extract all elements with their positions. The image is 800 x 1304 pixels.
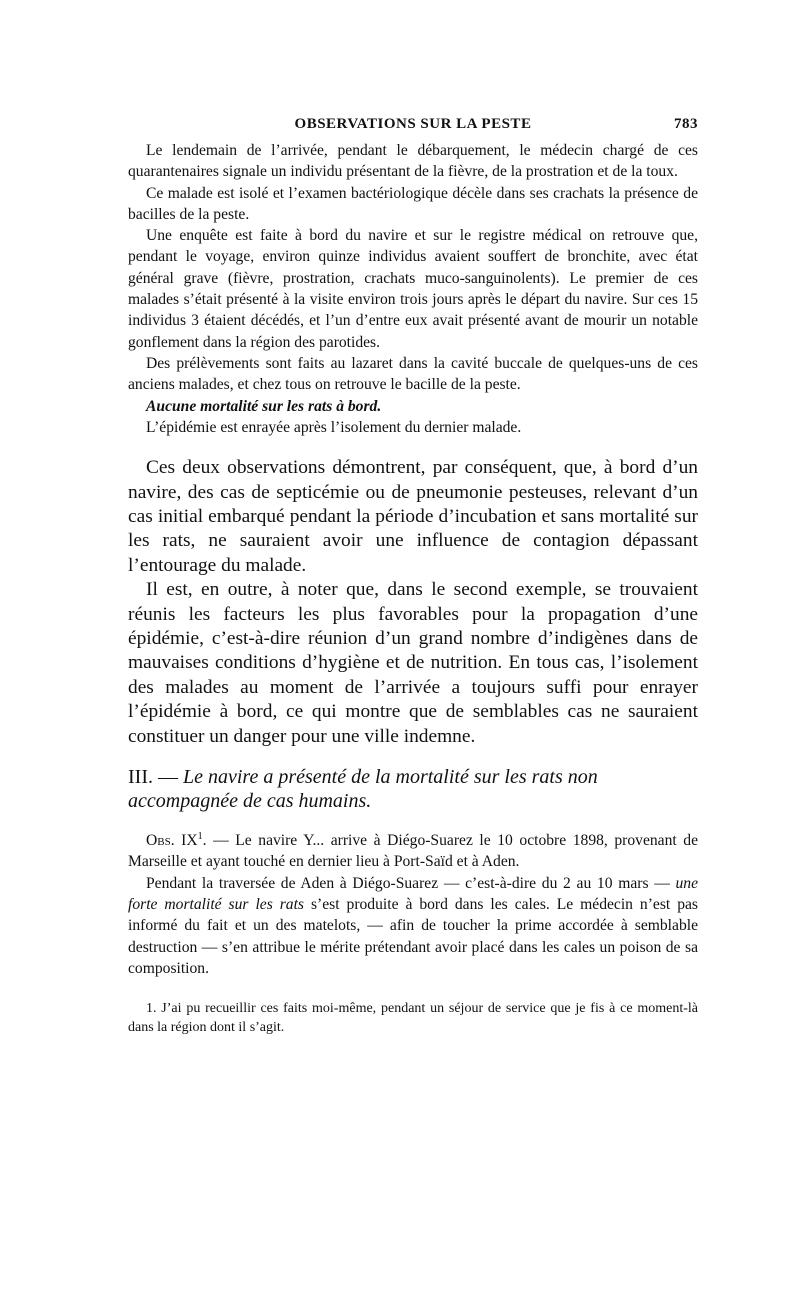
observation-text: Pendant la traversée de Aden à Diégo-Suarez — c’est-à-dire du 2 au 10 mars —	[146, 874, 676, 892]
page	[128, 116, 698, 1037]
observation-emphasis: une forte mortalité sur les rats	[128, 874, 698, 913]
running-header	[128, 116, 698, 140]
observation-label: Obs. IX	[146, 832, 198, 850]
section-number: III. —	[128, 766, 178, 789]
paragraph: Ce malade est isolé et l’examen bactériologique décèle dans ses crachats la présence de bacilles de la peste.	[128, 184, 698, 223]
paragraph: Une enquête est faite à bord du navire et sur le registre médical on retrouve que, pendant le voyage, environ quinze individus avaient souffert de bronchite, avec état général grave (fièvre, prostration, crachats muco-sanguinolents). Le premier de ces malades s’était présenté à la visite environ trois jours après le départ du navire. Sur ces 15 individus 3 étaient décédés, et l’un d’entre eux avait présenté avant de mourir un notable gonflement dans la région des parotides.	[128, 227, 698, 351]
body-paragraph: Il est, en outre, à noter que, dans le second exemple, se trouvaient réunis les facteurs les plus favorables pour la propagation d’une épidémie, c’est-à-dire réunion d’un grand nombre d’indigènes dans de mauvaises conditions d’hygiène et de nutrition. En tous cas, l’isolement des malades au moment de l’arrivée a toujours suffi pour enrayer l’épidémie à bord, ce qui montre que de semblables cas ne sauraient constituer un danger pour une ville indemne.	[128, 579, 698, 747]
footnote-marker: 1	[197, 830, 203, 842]
spacer	[128, 438, 698, 456]
observation-text: . — Le navire Y... arrive à Diégo-Suarez le 10 octobre 1898, provenant de Marseille et ayant touché en dernier lieu à Port-Saïd et à Aden.	[128, 832, 699, 871]
paragraph: L’épidémie est enrayée après l’isolement du dernier malade.	[146, 418, 522, 436]
observation-paragraph	[128, 873, 698, 979]
observation-text: s’est produite à bord dans les cales. Le médecin n’est pas informé du fait et un des matelots, — afin de toucher la prime accordée à semblable destruction — s’en attribue le mérite prétendant avoir placé dans les cales un poison de sa composition.	[128, 895, 698, 977]
paragraph: Des prélèvements sont faits au lazaret dans la cavité buccale de quelques-uns de ces anciens malades, et chez tous on retrouve le bacille de la peste.	[128, 354, 698, 394]
page-number: 783	[674, 116, 698, 132]
running-title: OBSERVATIONS SUR LA PESTE	[294, 116, 532, 132]
observation-paragraph	[128, 826, 698, 873]
italic-note: Aucune mortalité sur les rats à bord.	[146, 397, 382, 415]
body-paragraph: Ces deux observations démontrent, par conséquent, que, à bord d’un navire, des cas de septicémie ou de pneumonie pesteuses, relevant d’un cas initial embarqué pendant la période d’incubation et sans mortalité sur les rats, ne sauraient avoir une influence de contagion dépassant l’entourage du malade.	[128, 457, 698, 576]
section-heading	[128, 765, 698, 814]
section-title: Le navire a présenté de la mortalité sur les rats non accompagnée de cas humains.	[128, 766, 598, 813]
paragraph: Le lendemain de l’arrivée, pendant le débarquement, le médecin chargé de ces quarantenaires signale un individu présentant de la fièvre, de la prostration et de la toux.	[128, 142, 698, 181]
footnote: 1. J’ai pu recueillir ces faits moi-même, pendant un séjour de service que je fis à ce moment-là dans la région dont il s’agit.	[128, 1001, 698, 1036]
